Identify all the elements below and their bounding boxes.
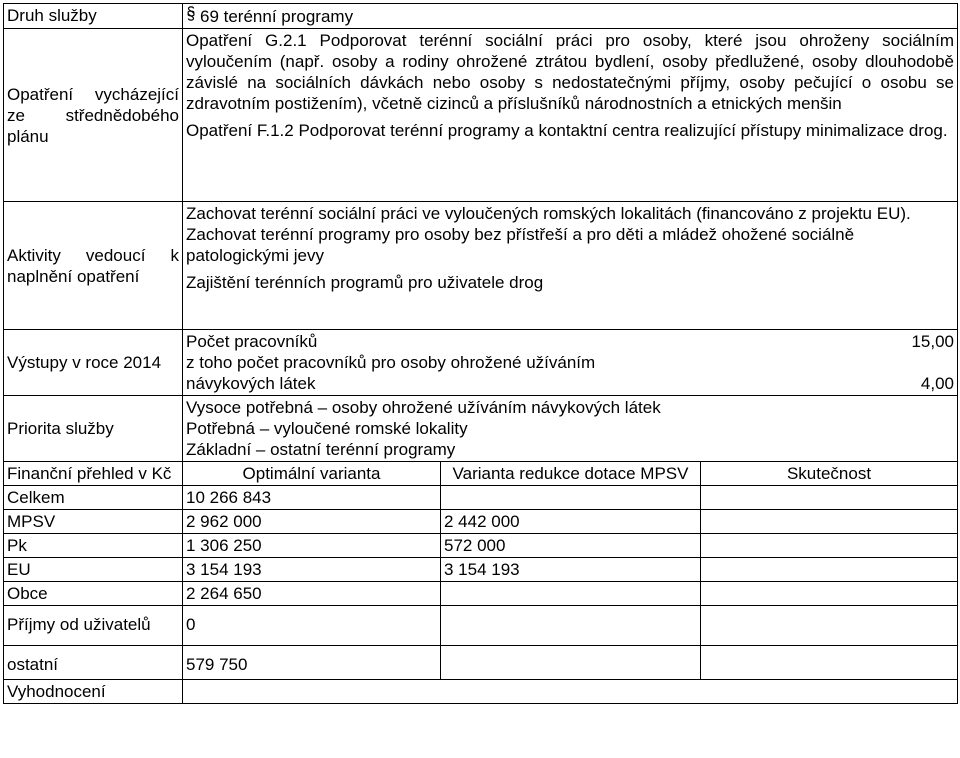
finance-row-label: Pk <box>4 534 183 558</box>
outputs-row <box>4 330 958 396</box>
output-value: 4,00 <box>920 374 954 393</box>
service-type-value: 69 terénní programy <box>200 6 354 26</box>
priority-row <box>4 396 958 462</box>
finance-actual <box>701 582 958 606</box>
output-row <box>186 352 954 394</box>
activity-item: Zajištění terénních programů pro uživatele drog <box>186 273 544 292</box>
finance-reduced: 2 442 000 <box>441 510 701 534</box>
finance-actual <box>701 510 958 534</box>
finance-reduced <box>441 582 701 606</box>
evaluation-value <box>183 680 958 704</box>
service-card-table <box>3 3 958 704</box>
finance-optimal: 2 962 000 <box>183 510 441 534</box>
finance-optimal: 1 306 250 <box>183 534 441 558</box>
finance-actual <box>701 606 958 646</box>
evaluation-row <box>4 680 958 704</box>
service-type-row <box>4 4 958 29</box>
finance-reduced <box>441 646 701 680</box>
finance-row <box>4 606 958 646</box>
priority-item: Potřebná – vyloučené romské lokality <box>186 419 468 438</box>
finance-row-label: Celkem <box>4 486 183 510</box>
finance-reduced: 572 000 <box>441 534 701 558</box>
activity-item: Zachovat terénní sociální práci ve vyloučených romských lokalitách (financováno z projektu EU). <box>186 204 911 223</box>
finance-row <box>4 646 958 680</box>
evaluation-label: Vyhodnocení <box>4 680 183 704</box>
finance-actual <box>701 558 958 582</box>
finance-row-label: Obce <box>4 582 183 606</box>
finance-row-label: Příjmy od uživatelů <box>4 606 183 646</box>
finance-optimal: 3 154 193 <box>183 558 441 582</box>
finance-row <box>4 510 958 534</box>
measure-item: Opatření F.1.2 Podporovat terénní programy a kontaktní centra realizující přístupy minimalizace drog. <box>186 121 948 140</box>
finance-row-label: ostatní <box>4 646 183 680</box>
priority-label: Priorita služby <box>7 419 114 438</box>
finance-optimal: 0 <box>183 606 441 646</box>
measures-row <box>4 29 958 202</box>
finance-actual <box>701 646 958 680</box>
output-value: 15,00 <box>911 332 954 351</box>
finance-header-row <box>4 462 958 486</box>
activities-row <box>4 202 958 330</box>
finance-row <box>4 582 958 606</box>
measures-label: Opatření vycházející ze střednědobého plánu <box>7 84 179 146</box>
finance-col-reduced: Varianta redukce dotace MPSV <box>441 462 701 486</box>
finance-row <box>4 558 958 582</box>
output-text: Počet pracovníků <box>186 332 318 351</box>
activities-label: Aktivity vedoucí k naplnění opatření <box>7 245 179 286</box>
finance-reduced <box>441 606 701 646</box>
finance-row <box>4 534 958 558</box>
finance-optimal: 579 750 <box>183 646 441 680</box>
service-type-label: Druh služby <box>4 4 183 29</box>
finance-reduced: 3 154 193 <box>441 558 701 582</box>
finance-optimal: 2 264 650 <box>183 582 441 606</box>
priority-item: Základní – ostatní terénní programy <box>186 440 456 459</box>
finance-row-label: MPSV <box>4 510 183 534</box>
finance-label: Finanční přehled v Kč <box>4 462 183 486</box>
finance-col-actual: Skutečnost <box>701 462 958 486</box>
output-text: z toho počet pracovníků pro osoby ohrožené užíváním návykových látek <box>186 353 596 393</box>
section-sign-icon <box>186 5 196 27</box>
finance-actual <box>701 486 958 510</box>
outputs-label: Výstupy v roce 2014 <box>7 353 162 372</box>
priority-item: Vysoce potřebná – osoby ohrožené užíváním návykových látek <box>186 398 661 417</box>
output-row <box>186 331 954 352</box>
finance-row-label: EU <box>4 558 183 582</box>
finance-row <box>4 486 958 510</box>
finance-actual <box>701 534 958 558</box>
activity-item: Zachovat terénní programy pro osoby bez přístřeší a pro děti a mládež ohožené sociálně patologickými jevy <box>186 225 855 265</box>
finance-optimal: 10 266 843 <box>183 486 441 510</box>
measure-item: Opatření G.2.1 Podporovat terénní sociální práci pro osoby, které jsou ohroženy sociálním vyloučením (např. osoby a rodiny ohrožené ztrátou bydlení, osoby předlužené, osoby dlouhodobě závislé na sociálních dávkách nebo osoby s nedostatečnými příjmy, osoby pečující o osobu se zdravotním postižením), včetně cizinců a příslušníků národnostních a etnických menšin <box>186 31 954 113</box>
finance-reduced <box>441 486 701 510</box>
finance-col-optimal: Optimální varianta <box>183 462 441 486</box>
